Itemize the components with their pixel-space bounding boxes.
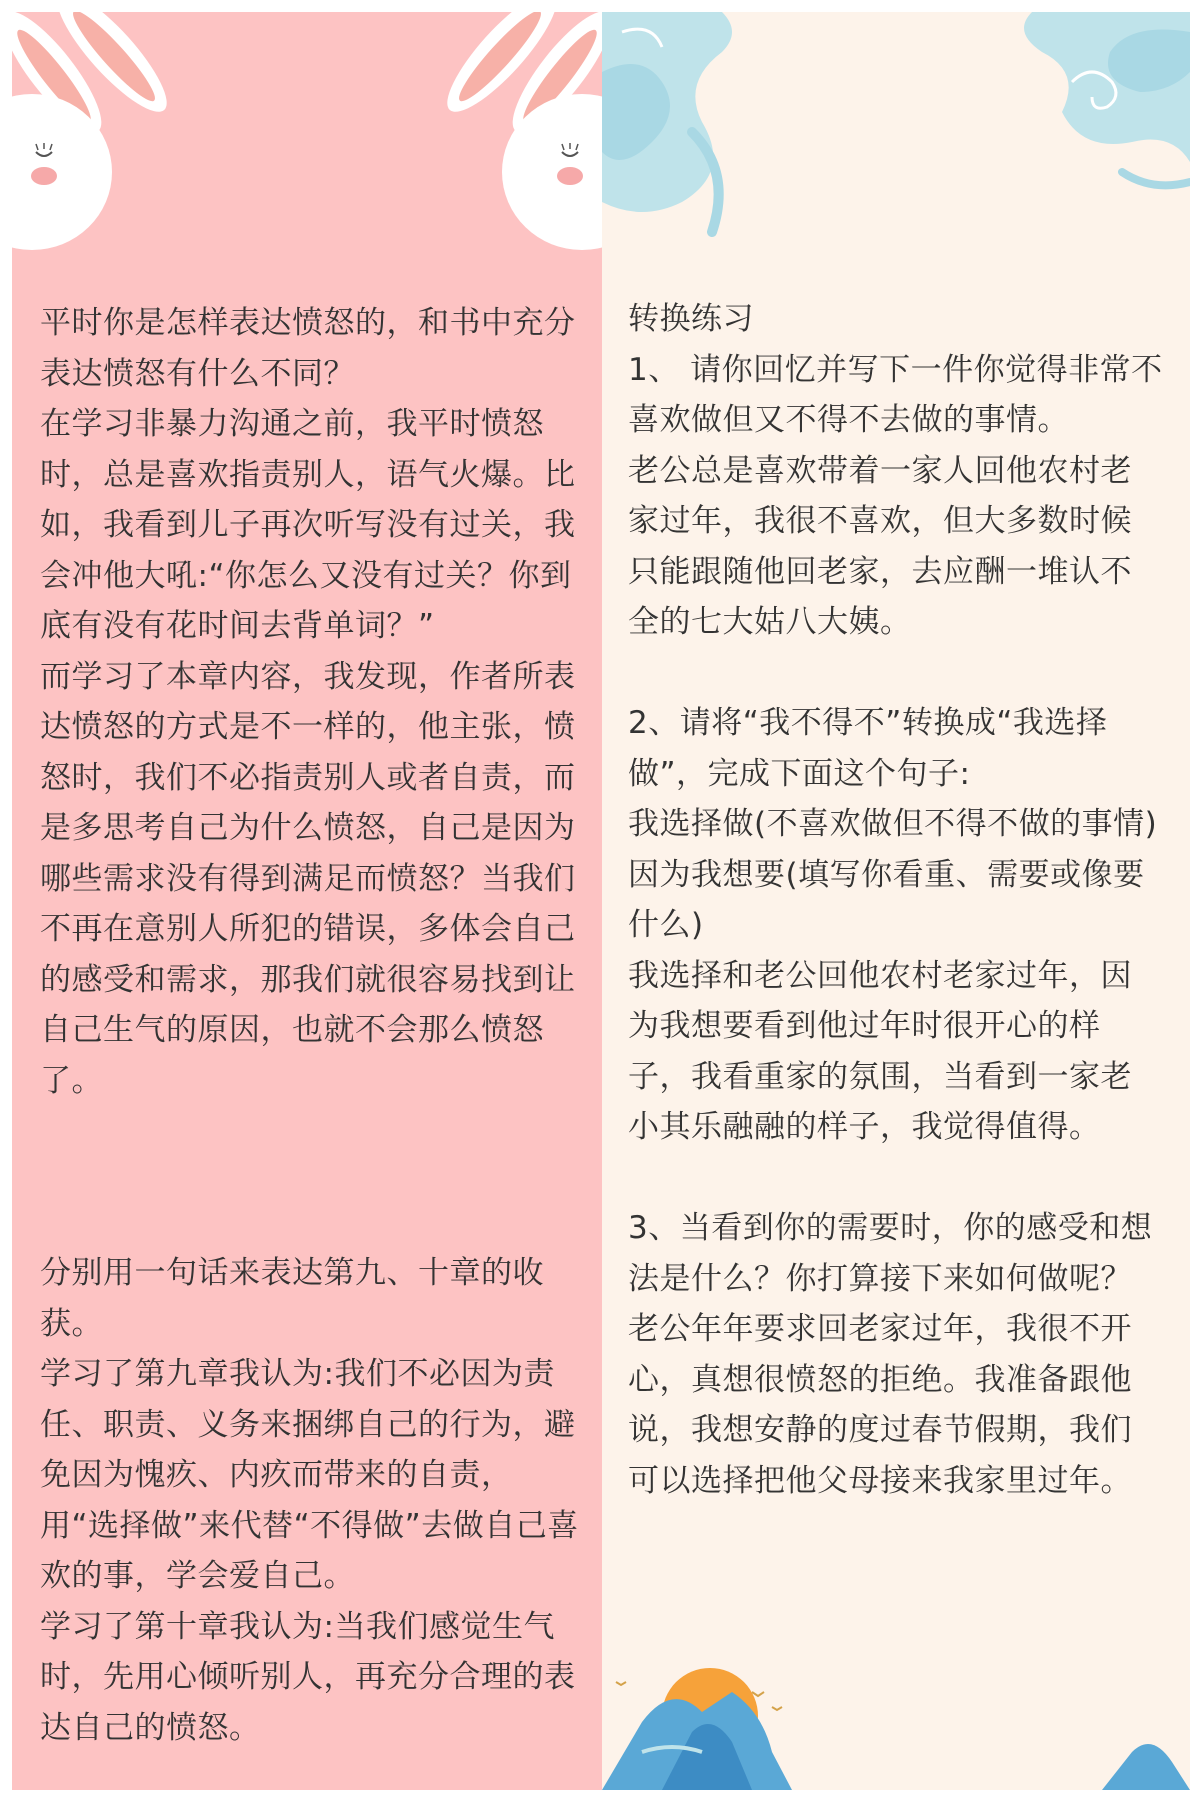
exercise-question-2: 2、请将“我不得不”转换成“我选择做”，完成下面这个句子: [628, 705, 1108, 792]
page [12, 12, 1190, 1790]
bunny-icon [433, 12, 602, 250]
cloud-icon [602, 12, 1190, 232]
exercise-question-2-template: 我选择做(不喜欢做但不得不做的事情)因为我想要(填写你看重、需要或像要什么) [628, 806, 1158, 943]
exercise-title: 转换练习 [628, 301, 754, 337]
right-exercises [628, 294, 1163, 1506]
cloud-decoration [602, 12, 1190, 272]
bunny-decoration [12, 12, 602, 272]
right-column [602, 12, 1190, 1790]
exercise-question-1: 1、 请你回忆并写下一件你觉得非常不喜欢做但又不得不去做的事情。 [628, 351, 1163, 438]
left-column [12, 12, 602, 1790]
answer-chapter-ten: 学习了第十章我认为:当我们感觉生气时，先用心倾听别人，再充分合理的表达自己的愤怒。 [40, 1608, 576, 1746]
spacer [628, 1153, 1163, 1204]
exercise-answer-3: 老公年年要求回老家过年，我很不开心，真想很愤怒的拒绝。我准备跟他说，我想安静的度过春节假期，我们可以选择把他父母接来我家里过年。 [628, 1311, 1132, 1499]
exercise-answer-1: 老公总是喜欢带着一家人回他农村老家过年，我很不喜欢，但大多数时候只能跟随他回老家，去应酬一堆认不全的七大姑八大姨。 [628, 452, 1132, 640]
bunny-icon [12, 12, 181, 250]
mountain-decoration [602, 1652, 1190, 1790]
mountain-sun-icon [602, 1668, 1190, 1790]
left-section-1 [40, 298, 580, 1106]
answer-before-learning: 在学习非暴力沟通之前，我平时愤怒时，总是喜欢指责别人，语气火爆。比如，我看到儿子再次听写没有过关，我会冲他大吼:“你怎么又没有过关？你到底有没有花时间去背单词？” [40, 406, 576, 644]
exercise-question-3: 3、当看到你的需要时，你的感受和想法是什么？你打算接下来如何做呢？ [628, 1210, 1153, 1297]
answer-after-learning: 而学习了本章内容，我发现，作者所表达愤怒的方式是不一样的，他主张，愤怒时，我们不必指责别人或者自责，而是多思考自己为什么愤怒，自己是因为哪些需求没有得到满足而愤怒？当我们不再在意别人所犯的错误，多体会自己的感受和需求，那我们就很容易找到让自己生气的原因，也就不会那么愤怒了。 [40, 658, 576, 1099]
answer-chapter-nine: 学习了第九章我认为:我们不必因为责任、职责、义务来捆绑自己的行为，避免因为愧疚、内疚而带来的自责，用“选择做”来代替“不得做”去做自己喜欢的事，学会爱自己。 [40, 1356, 579, 1594]
question-anger-expression: 平时你是怎样表达愤怒的，和书中充分表达愤怒有什么不同？ [40, 305, 576, 392]
exercise-answer-2: 我选择和老公回他农村老家过年，因为我想要看到他过年时很开心的样子，我看重家的氛围，当看到一家老小其乐融融的样子，我觉得值得。 [628, 957, 1132, 1145]
question-chapter-gains: 分别用一句话来表达第九、十章的收获。 [40, 1255, 544, 1342]
spacer [628, 648, 1163, 699]
left-section-2 [40, 1248, 580, 1753]
